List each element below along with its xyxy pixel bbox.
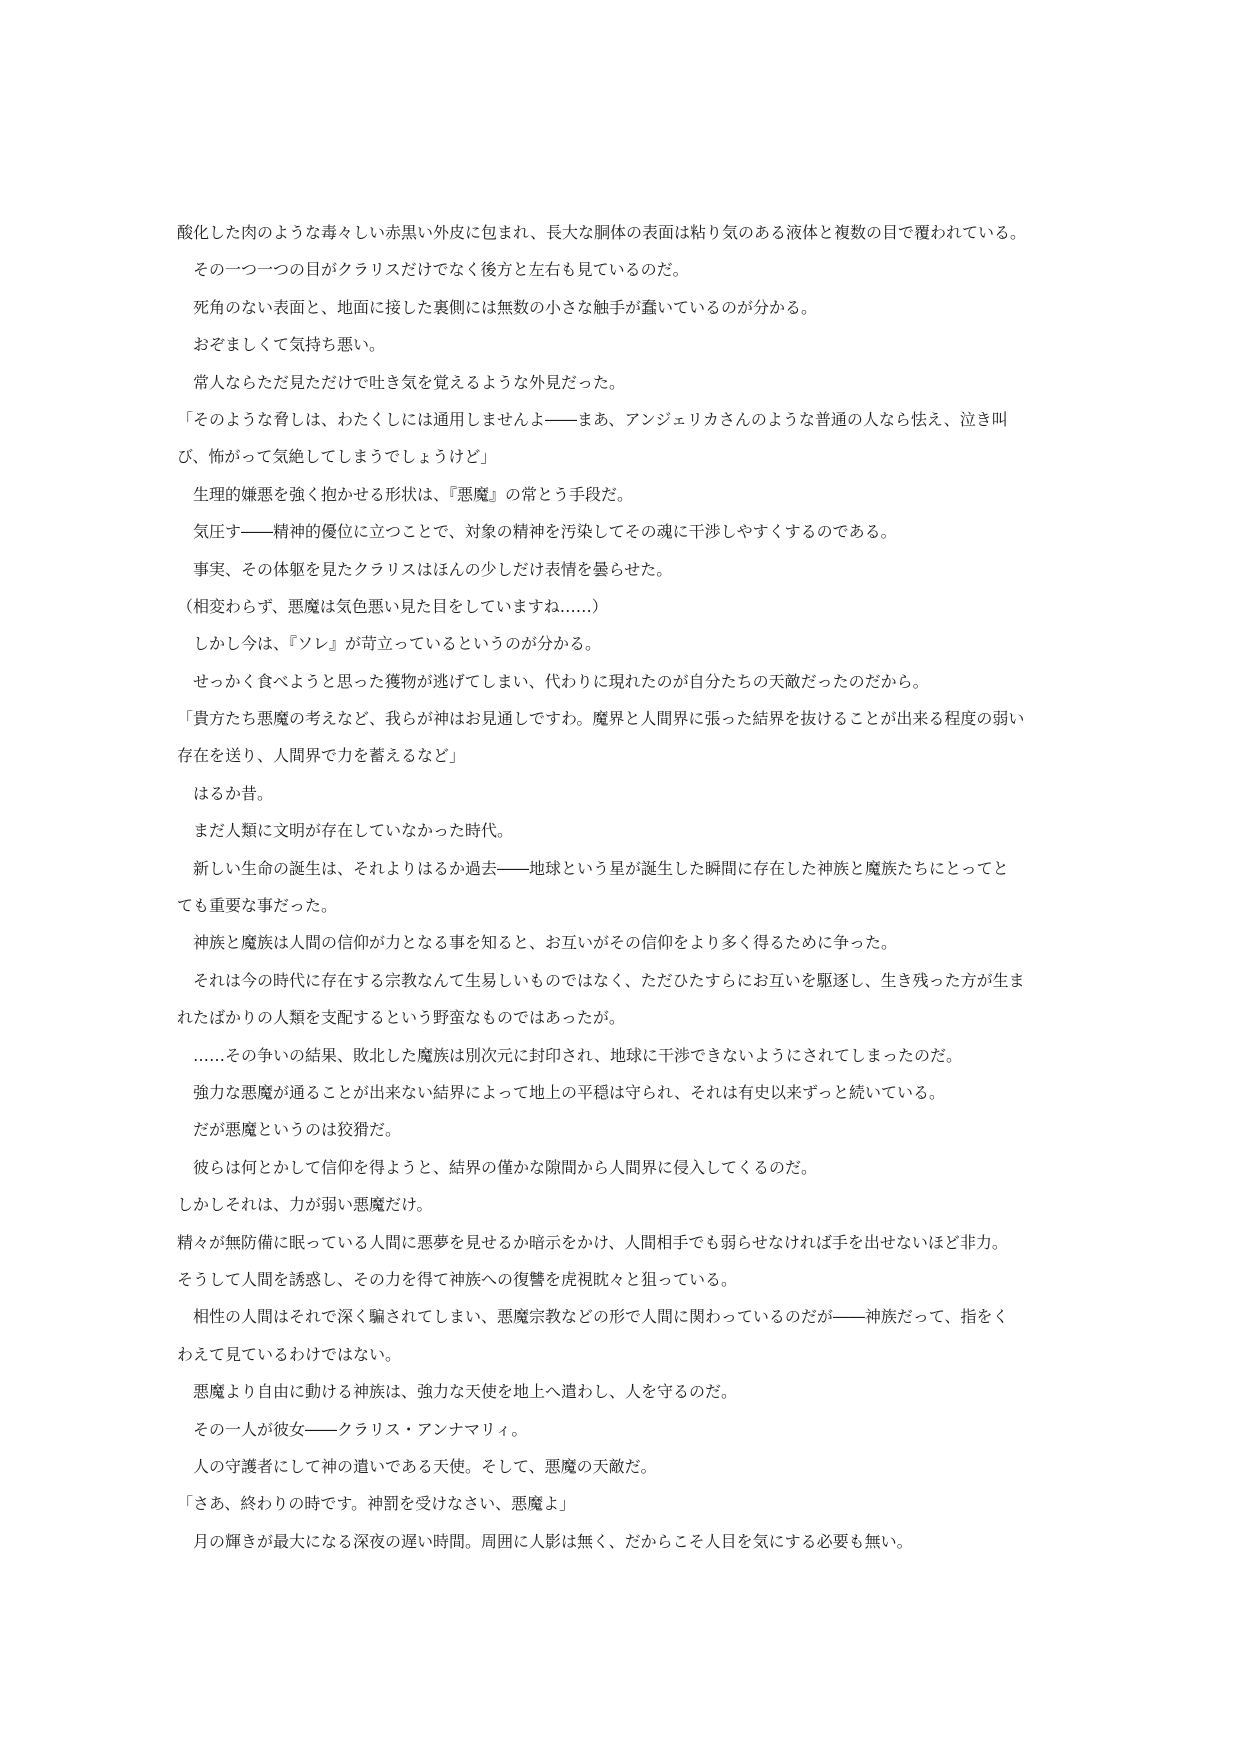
text-line: おぞましくて気持ち悪い。 xyxy=(177,335,386,355)
text-line: 精々が無防備に眠っている人間に悪夢を見せるか暗示をかけ、人間相手でも弱らせなければ手を出せないほど非力。 xyxy=(177,1232,1008,1252)
text-line: 「貴方たち悪魔の考えなど、我らが神はお見通しですわ。魔界と人間界に張った結界を抜けることが出来る程度の弱い xyxy=(177,709,1025,729)
text-line: 強力な悪魔が通ることが出来ない結界によって地上の平穏は守られ、それは有史以来ずっと続いている。 xyxy=(177,1082,946,1102)
text-line: まだ人類に文明が存在していなかった時代。 xyxy=(177,821,514,841)
text-line: 「さあ、終わりの時です。神罰を受けなさい、悪魔よ」 xyxy=(177,1494,576,1514)
text-line: 存在を送り、人間界で力を蓄えるなど」 xyxy=(177,746,466,766)
text-line: その一人が彼女――クラリス・アンナマリィ。 xyxy=(177,1419,528,1439)
text-line: 「そのような脅しは、わたくしには通用しませんよ――まあ、アンジェリカさんのような普通の人なら怯え、泣き叫 xyxy=(177,409,1008,429)
text-line: ても重要な事だった。 xyxy=(177,896,338,916)
text-line: 人の守護者にして神の遣いである天使。そして、悪魔の天敵だ。 xyxy=(177,1456,657,1476)
text-line: れたばかりの人類を支配するという野蛮なものではあったが。 xyxy=(177,1008,625,1028)
text-line: だが悪魔というのは狡猾だ。 xyxy=(177,1120,402,1140)
text-line: （相変わらず、悪魔は気色悪い見た目をしていますね……） xyxy=(177,596,608,616)
text-line: 悪魔より自由に動ける神族は、強力な天使を地上へ遣わし、人を守るのだ。 xyxy=(177,1382,738,1402)
text-line: その一つ一つの目がクラリスだけでなく後方と左右も見ているのだ。 xyxy=(177,260,689,280)
text-line: 事実、その体躯を見たクラリスはほんの少しだけ表情を曇らせた。 xyxy=(177,559,673,579)
text-line: せっかく食べようと思った獲物が逃げてしまい、代わりに現れたのが自分たちの天敵だったのだから。 xyxy=(177,671,929,691)
text-line: び、怖がって気絶してしまうでしょうけど」 xyxy=(177,447,497,467)
text-line: 新しい生命の誕生は、それよりはるか過去――地球という星が誕生した瞬間に存在した神族と魔族たちにとってと xyxy=(177,858,1009,878)
text-line: はるか昔。 xyxy=(177,783,274,803)
body-text xyxy=(177,214,1067,1560)
text-line: 気圧す――精神的優位に立つことで、対象の精神を汚染してその魂に干渉しやすくするのである。 xyxy=(177,522,897,542)
text-line: 月の輝きが最大になる深夜の遅い時間。周囲に人影は無く、だからこそ人目を気にする必要も無い。 xyxy=(177,1531,913,1551)
text-line: 相性の人間はそれで深く騙されてしまい、悪魔宗教などの形で人間に関わっているのだが――神族だって、指をく xyxy=(177,1307,1009,1327)
text-line: わえて見ているわけではない。 xyxy=(177,1344,402,1364)
text-line: 常人ならただ見ただけで吐き気を覚えるような外見だった。 xyxy=(177,372,626,392)
text-line: 死角のない表面と、地面に接した裏側には無数の小さな触手が蠢いているのが分かる。 xyxy=(177,297,818,317)
text-line: 彼らは何とかして信仰を得ようと、結界の僅かな隙間から人間界に侵入してくるのだ。 xyxy=(177,1157,818,1177)
text-line: 神族と魔族は人間の信仰が力となる事を知ると、お互いがその信仰をより多く得るために争った。 xyxy=(177,933,898,953)
text-line: しかし今は、『ソレ』が苛立っているというのが分かる。 xyxy=(177,634,602,654)
text-line: ……その争いの結果、敗北した魔族は別次元に封印され、地球に干渉できないようにされてしまったのだ。 xyxy=(177,1045,962,1065)
text-line: しかしそれは、力が弱い悪魔だけ。 xyxy=(177,1195,433,1215)
text-line: それは今の時代に存在する宗教なんて生易しいものではなく、ただひたすらにお互いを駆逐し、生き残った方が生ま xyxy=(177,970,1025,990)
text-line: 酸化した肉のような毒々しい赤黒い外皮に包まれ、長大な胴体の表面は粘り気のある液体と複数の目で覆われている。 xyxy=(177,223,1026,242)
text-line: そうして人間を誘惑し、その力を得て神族への復讐を虎視眈々と狙っている。 xyxy=(177,1269,738,1289)
text-line: 生理的嫌悪を強く抱かせる形状は、『悪魔』の常とう手段だ。 xyxy=(177,484,634,504)
